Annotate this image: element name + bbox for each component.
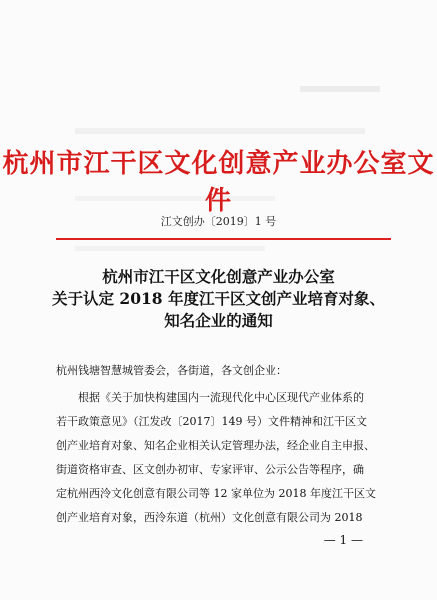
body-line: 若干政策意见》（江发改〔2017〕149 号）文件精神和江干区文 xyxy=(56,415,367,428)
notice-title xyxy=(0,266,437,332)
bleed-through-mark xyxy=(75,246,265,251)
red-divider-line xyxy=(56,238,391,240)
bleed-through-mark xyxy=(75,128,365,134)
salutation: 杭州钱塘智慧城管委会，各街道，各文创企业： xyxy=(56,364,287,377)
body-line: 根据《关于加快构建国内一流现代化中心区现代产业体系的 xyxy=(78,391,364,404)
notice-title-line: 关于认定 2018 年度江干区文创产业培育对象、 xyxy=(52,289,385,308)
bleed-through-mark xyxy=(300,86,380,92)
body-line: 定杭州西泠文化创意有限公司等 12 家单位为 2018 年度江干区文 xyxy=(56,487,376,500)
notice-title-line: 杭州市江干区文化创意产业办公室 xyxy=(102,267,335,286)
body-line: 创产业培育对象、知名企业相关认定管理办法，经企业自主申报、 xyxy=(56,439,375,452)
body-paragraph xyxy=(56,386,396,530)
notice-title-line: 知名企业的通知 xyxy=(164,311,273,330)
document-number: 江文创办〔2019〕1 号 xyxy=(160,215,277,228)
document-header-title: 杭州市江干区文化创意产业办公室文件 xyxy=(2,149,435,216)
page-number: — 1 — xyxy=(323,533,363,547)
body-line: 创产业培育对象，西泠东道（杭州）文化创意有限公司为 2018 xyxy=(56,511,363,524)
body-line: 街道资格审查、区文创办初审、专家评审、公示公告等程序，确 xyxy=(56,463,364,476)
